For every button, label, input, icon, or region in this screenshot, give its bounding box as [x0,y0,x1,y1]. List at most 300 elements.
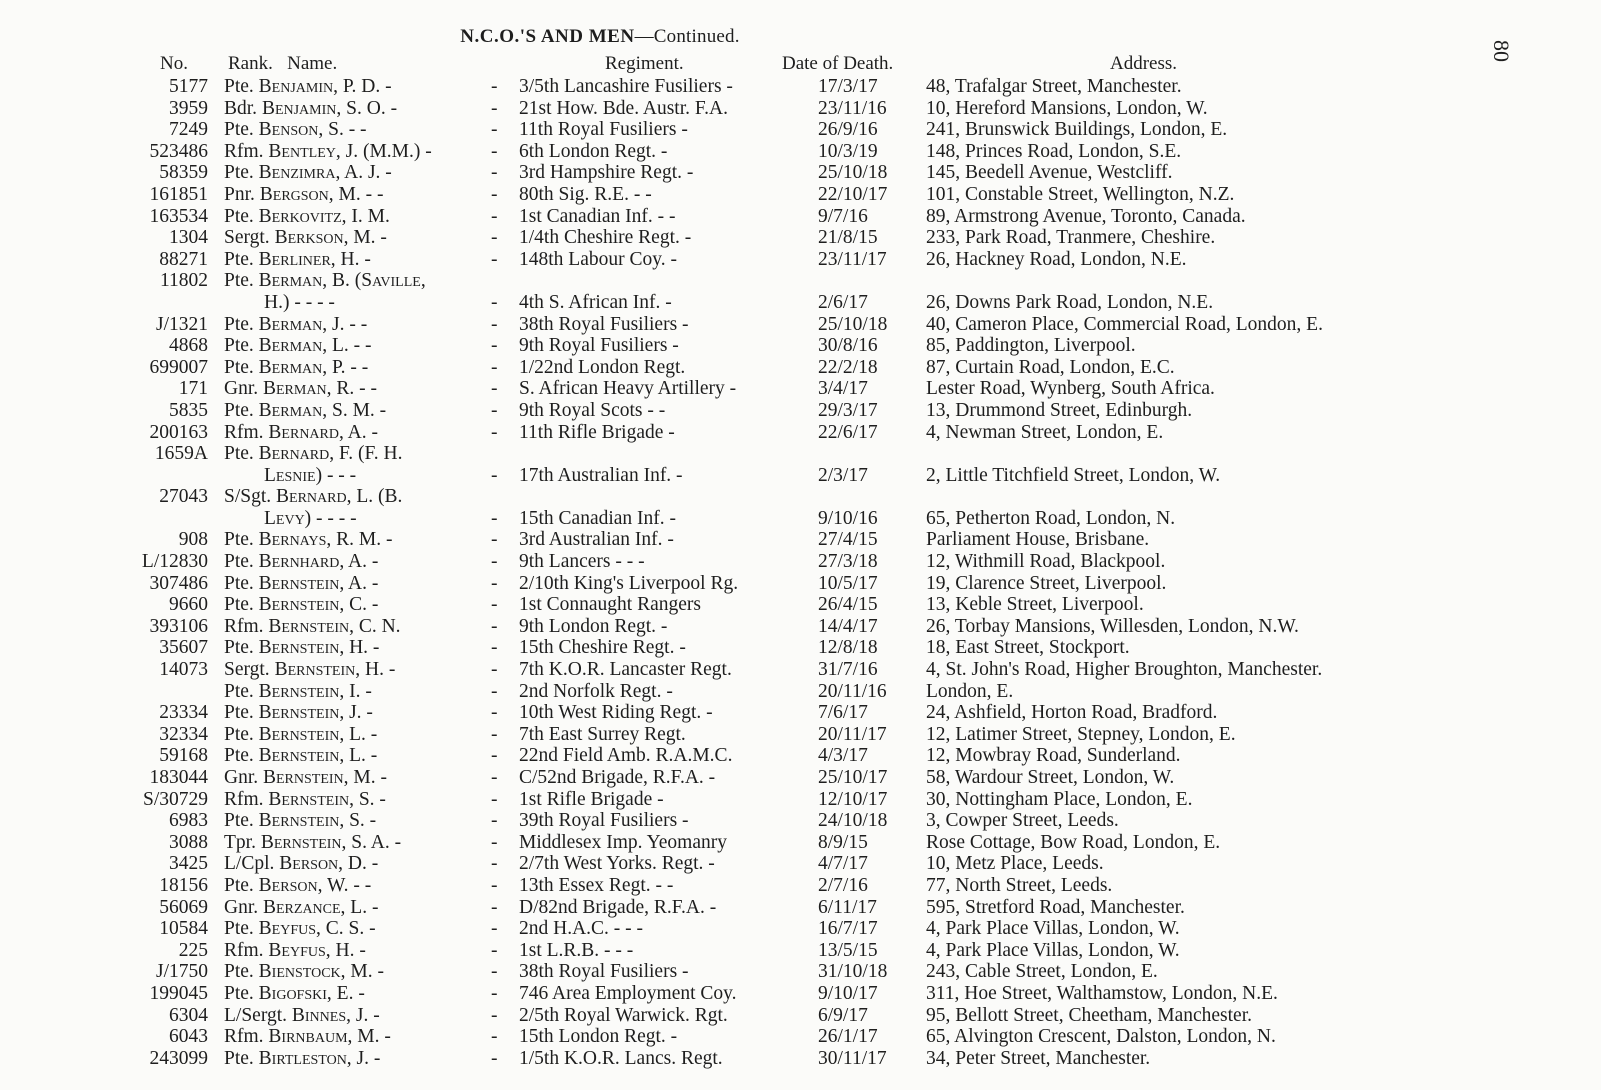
list-item [0,681,1601,703]
service-number: 183044 [149,767,208,788]
regiment: 1/4th Cheshire Regt. - [519,227,692,249]
roll-list [0,76,1601,1069]
regiment: 38th Royal Fusiliers - [519,313,689,335]
regiment: 17th Australian Inf. - [519,464,683,486]
leader-dash: - [491,551,498,573]
soldier-name: Bernstein, S. - [258,810,377,832]
rank: Rfm. [224,1026,264,1048]
rank-name [224,314,367,336]
rank-name [224,443,403,465]
service-number: 1304 [169,227,208,249]
soldier-name: Berson, W. - - [258,874,372,896]
rank-name [224,335,372,357]
soldier-name: Bernstein, I. - [258,680,372,702]
rank: Rfm. [224,421,264,443]
leader-dash: - [491,335,498,357]
soldier-name: Berkson, M. - [274,227,387,249]
list-item [0,1005,1601,1027]
list-item [0,1026,1601,1048]
leader-dash: - [491,378,498,400]
date-of-death: 4/3/17 [818,745,868,767]
rank: Pte. [224,874,254,896]
service-number: 32334 [159,723,208,745]
address: 65, Petherton Road, London, N. [926,507,1176,529]
regiment: D/82nd Brigade, R.F.A. - [519,896,717,918]
regiment: 148th Labour Coy. - [519,248,677,270]
date-of-death: 2/7/16 [818,874,868,896]
soldier-name: Bernard, A. - [268,421,378,443]
rank: Pte. [224,723,254,745]
date-of-death: 26/9/16 [818,119,878,141]
regiment: 2/5th Royal Warwick. Rgt. [519,1004,728,1026]
address: 2, Little Titchfield Street, London, W. [926,464,1221,486]
regiment: 80th Sig. R.E. - - [519,183,652,205]
date-of-death: 22/2/18 [818,356,878,378]
soldier-name: Berzance, L. - [263,896,379,918]
regiment: 11th Rifle Brigade - [519,421,675,443]
service-number: 14073 [159,659,208,681]
rank-name [224,810,376,832]
list-item [0,335,1601,357]
leader-dash: - [491,1004,498,1026]
leader-dash: - [491,572,498,594]
rank: Sergt. [224,659,270,681]
regiment: 15th Canadian Inf. - [519,507,677,529]
address: 48, Trafalgar Street, Manchester. [926,76,1182,97]
date-of-death: 31/7/16 [818,659,878,681]
date-of-death: 9/7/16 [818,205,868,227]
rank: Pte. [224,443,254,465]
list-item [0,357,1601,379]
rank: Gnr. [224,896,259,918]
date-of-death: 30/8/16 [818,335,878,357]
rank: Pte. [224,162,254,184]
date-of-death: 23/11/17 [818,248,887,270]
address: 26, Hackney Road, London, N.E. [926,248,1187,270]
address: 26, Downs Park Road, London, N.E. [926,291,1214,313]
address: 4, St. John's Road, Higher Broughton, Manchester. [926,659,1323,681]
list-item [0,724,1601,746]
date-of-death: 14/4/17 [818,615,878,637]
service-number: 5177 [169,76,208,97]
service-number: 18156 [159,874,208,896]
soldier-name: Bernstein, J. - [258,702,373,724]
list-item [0,853,1601,875]
soldier-name: Beyfus, H. - [268,939,366,961]
rank-name [224,594,378,616]
rank-name [224,789,386,811]
address: 241, Brunswick Buildings, London, E. [926,119,1228,141]
leader-dash: - [491,356,498,378]
rank-name [224,940,366,962]
page-number: 80 [1489,40,1514,62]
service-number: 9660 [169,594,208,616]
address: 3, Cowper Street, Leeds. [926,810,1119,832]
rank: Sergt. [224,227,270,249]
rank-name [224,486,402,508]
rank-name [224,119,367,141]
address: 595, Stretford Road, Manchester. [926,896,1185,918]
leader-dash: - [491,421,498,443]
leader-dash: - [491,313,498,335]
service-number: 225 [178,939,208,961]
rank: Rfm. [224,140,264,162]
regiment: 2nd Norfolk Regt. - [519,680,673,702]
column-header-regiment: Regiment. [605,53,684,74]
soldier-name: Bernstein, S. - [268,788,386,810]
soldier-name: Berson, D. - [279,853,379,875]
regiment: 1st Rifle Brigade - [519,788,664,810]
soldier-name: Binnes, J. - [291,1004,380,1026]
rank: Pte. [224,356,254,378]
soldier-name: Berman, P. - - [258,356,369,378]
address: 85, Paddington, Liverpool. [926,335,1136,357]
list-item [0,98,1601,120]
rank-name [224,897,378,919]
leader-dash: - [491,399,498,421]
service-number: 199045 [149,982,208,1004]
soldier-name: Bernstein, L. - [258,745,378,767]
address: 18, East Street, Stockport. [926,637,1130,659]
rank: L/Cpl. [224,853,275,875]
rank-name [224,98,397,120]
address: 4, Park Place Villas, London, W. [926,918,1180,940]
soldier-name: Bernstein, M. - [263,767,388,788]
rank-name [224,702,373,724]
regiment: 21st How. Bde. Austr. F.A. [519,97,728,119]
soldier-name: Bernstein, C. N. [268,615,401,637]
leader-dash: - [491,723,498,745]
date-of-death: 6/9/17 [818,1004,868,1026]
soldier-name: Bigofski, E. - [258,982,365,1004]
service-number: L/12830 [141,551,208,573]
soldier-name: Bergson, M. - - [259,183,384,205]
list-item [0,940,1601,962]
date-of-death: 25/10/18 [818,313,888,335]
list-item [0,76,1601,98]
leader-dash: - [491,1047,498,1069]
soldier-name: Bernstein, S. A. - [260,831,402,853]
rank: Pte. [224,637,254,659]
soldier-name: Bernard, L. (B. [276,486,403,508]
regiment: S. African Heavy Artillery - [519,378,737,400]
date-of-death: 27/3/18 [818,551,878,573]
address: 13, Drummond Street, Edinburgh. [926,399,1193,421]
soldier-name: Bernard, F. (F. H. [258,443,403,465]
regiment: 3rd Hampshire Regt. - [519,162,694,184]
service-number: 11802 [159,270,208,292]
date-of-death: 23/11/16 [818,97,887,119]
list-item [0,961,1601,983]
page-heading [0,26,1200,48]
address: 26, Torbay Mansions, Willesden, London, N.W. [926,615,1299,637]
rank-name [224,832,401,854]
service-number: 3088 [169,831,208,853]
rank-name [224,616,401,638]
service-number: 1659A [154,443,208,465]
heading-continued: —Continued. [634,26,740,47]
list-item [0,184,1601,206]
service-number: 393106 [149,615,208,637]
list-item [0,378,1601,400]
service-number: 523486 [149,140,208,162]
rank-name [224,1005,380,1027]
address: London, E. [926,680,1014,702]
regiment: 2/10th King's Liverpool Rg. [519,572,739,594]
date-of-death: 12/10/17 [818,788,888,810]
date-of-death: 17/3/17 [818,76,878,97]
service-number: 59168 [159,745,208,767]
service-number: 27043 [159,486,208,508]
address: 34, Peter Street, Manchester. [926,1047,1151,1069]
regiment: 7th K.O.R. Lancaster Regt. [519,659,732,681]
rank: S/Sgt. [224,486,272,508]
soldier-name: Berman, R. - - [263,378,377,400]
soldier-name: Berman, J. - - [258,313,368,335]
address: 311, Hoe Street, Walthamstow, London, N.E. [926,982,1278,1004]
address: 65, Alvington Crescent, Dalston, London, N. [926,1026,1276,1048]
list-item [0,206,1601,228]
soldier-name: Bernstein, C. - [258,594,379,616]
rank-name [224,767,387,789]
regiment: 11th Royal Fusiliers - [519,119,688,141]
service-number: 56069 [159,896,208,918]
regiment: 1st Canadian Inf. - - [519,205,676,227]
leader-dash: - [491,853,498,875]
rank: Gnr. [224,378,259,400]
date-of-death: 12/8/18 [818,637,878,659]
date-of-death: 26/1/17 [818,1026,878,1048]
leader-dash: - [491,788,498,810]
leader-dash: - [491,140,498,162]
leader-dash: - [491,507,498,529]
soldier-name: Bernays, R. M. - [258,529,393,551]
leader-dash: - [491,119,498,141]
address: 87, Curtain Road, London, E.C. [926,356,1175,378]
leader-dash: - [491,291,498,313]
rank-name [224,141,432,163]
rank-name [224,961,384,983]
rank: Pte. [224,572,254,594]
list-item [0,594,1601,616]
list-item [0,422,1601,444]
regiment: 9th London Regt. - [519,615,668,637]
leader-dash: - [491,874,498,896]
list-item [0,637,1601,659]
service-number: 908 [178,529,208,551]
list-item [0,810,1601,832]
rank: Pte. [224,335,254,357]
rank: Pte. [224,594,254,616]
soldier-name: Bernstein, A. - [258,572,379,594]
list-item [0,551,1601,573]
list-item [0,875,1601,897]
date-of-death: 27/4/15 [818,529,878,551]
regiment: 15th Cheshire Regt. - [519,637,686,659]
rank: Pte. [224,1047,254,1069]
list-item [0,486,1601,529]
heading-caps: N.C.O.'S AND MEN [460,26,635,47]
date-of-death: 20/11/17 [818,723,887,745]
rank: Pte. [224,982,254,1004]
service-number: 4868 [169,335,208,357]
leader-dash: - [491,702,498,724]
regiment: 2/7th West Yorks. Regt. - [519,853,715,875]
address: Rose Cottage, Bow Road, London, E. [926,831,1221,853]
column-header-no: No. [160,53,188,74]
rank: Pte. [224,680,254,702]
soldier-name: Beyfus, C. S. - [258,918,376,940]
list-item [0,270,1601,313]
date-of-death: 9/10/17 [818,982,878,1004]
regiment: 9th Royal Fusiliers - [519,335,679,357]
rank-name [224,918,376,940]
list-item [0,983,1601,1005]
date-of-death: 30/11/17 [818,1047,887,1069]
leader-dash: - [491,76,498,97]
address: 145, Beedell Avenue, Westcliff. [926,162,1173,184]
date-of-death: 24/10/18 [818,810,888,832]
leader-dash: - [491,961,498,983]
list-item [0,616,1601,638]
rank-name [224,76,392,98]
rank-name [224,1048,380,1070]
regiment: 6th London Regt. - [519,140,668,162]
service-number: 3959 [169,97,208,119]
service-number: 6983 [169,810,208,832]
rank-name [224,529,393,551]
regiment: 38th Royal Fusiliers - [519,961,689,983]
service-number: 161851 [149,183,208,205]
rank: Rfm. [224,788,264,810]
address: 40, Cameron Place, Commercial Road, London, E. [926,313,1323,335]
rank-name [224,637,379,659]
list-item [0,659,1601,681]
rank: Pte. [224,529,254,551]
rank-name [224,551,378,573]
address: 13, Keble Street, Liverpool. [926,594,1144,616]
date-of-death: 9/10/16 [818,507,878,529]
list-item [0,573,1601,595]
regiment: 3rd Australian Inf. - [519,529,674,551]
column-header-date: Date of Death. [782,53,894,74]
regiment: 746 Area Employment Coy. [519,982,737,1004]
date-of-death: 29/3/17 [818,399,878,421]
address: 10, Hereford Mansions, London, W. [926,97,1208,119]
regiment: C/52nd Brigade, R.F.A. - [519,767,716,788]
leader-dash: - [491,680,498,702]
rank: Pte. [224,961,254,983]
list-item [0,119,1601,141]
rank-name [224,249,371,271]
leader-dash: - [491,637,498,659]
rank-name [224,875,371,897]
leader-dash: - [491,918,498,940]
leader-dash: - [491,97,498,119]
date-of-death: 7/6/17 [818,702,868,724]
regiment: 9th Lancers - - - [519,551,645,573]
soldier-name: Bienstock, M. - [258,961,384,983]
leader-dash: - [491,162,498,184]
regiment: 22nd Field Amb. R.A.M.C. [519,745,733,767]
rank: L/Sergt. [224,1004,288,1026]
address: 12, Mowbray Road, Sunderland. [926,745,1181,767]
leader-dash: - [491,939,498,961]
address: 58, Wardour Street, London, W. [926,767,1175,788]
regiment: 15th London Regt. - [519,1026,678,1048]
service-number: 35607 [159,637,208,659]
service-number: J/1321 [155,313,208,335]
rank-name [224,270,426,292]
address: 77, North Street, Leeds. [926,874,1113,896]
leader-dash: - [491,529,498,551]
rank: Rfm. [224,939,264,961]
rank-name [224,681,372,703]
leader-dash: - [491,810,498,832]
list-item [0,918,1601,940]
list-item [0,249,1601,271]
address: 24, Ashfield, Horton Road, Bradford. [926,702,1218,724]
address: 101, Constable Street, Wellington, N.Z. [926,183,1235,205]
address: 10, Metz Place, Leeds. [926,853,1104,875]
list-item [0,141,1601,163]
rank-name [224,378,377,400]
service-number: 3425 [169,853,208,875]
regiment: 39th Royal Fusiliers - [519,810,689,832]
date-of-death: 6/11/17 [818,896,877,918]
date-of-death: 10/5/17 [818,572,878,594]
leader-dash: - [491,659,498,681]
list-item [0,767,1601,789]
leader-dash: - [491,464,498,486]
address: 12, Withmill Road, Blackpool. [926,551,1166,573]
rank: Pte. [224,918,254,940]
list-item [0,443,1601,486]
rank: Pte. [224,399,254,421]
rank: Tpr. [224,831,256,853]
list-item [0,529,1601,551]
list-item [0,745,1601,767]
regiment: 1/5th K.O.R. Lancs. Regt. [519,1047,723,1069]
leader-dash: - [491,745,498,767]
date-of-death: 25/10/18 [818,162,888,184]
list-item [0,227,1601,249]
rank-name [224,853,378,875]
service-number: 7249 [169,119,208,141]
leader-dash: - [491,767,498,788]
date-of-death: 3/4/17 [818,378,868,400]
rank: Pte. [224,119,254,141]
service-number: 171 [178,378,208,400]
leader-dash: - [491,594,498,616]
soldier-name: Birtleston, J. - [258,1047,381,1069]
service-number: 6304 [169,1004,208,1026]
service-number: 200163 [149,421,208,443]
regiment: 4th S. African Inf. - [519,291,672,313]
leader-dash: - [491,248,498,270]
rank-name [224,573,378,595]
regiment: 9th Royal Scots - - [519,399,666,421]
soldier-name: Benjamin, P. D. - [258,76,392,97]
list-item [0,702,1601,724]
soldier-name: Bentley, J. (M.M.) - [268,140,432,162]
address: 243, Cable Street, London, E. [926,961,1158,983]
leader-dash: - [491,227,498,249]
address: 4, Newman Street, London, E. [926,421,1164,443]
date-of-death: 10/3/19 [818,140,878,162]
service-number: 58359 [159,162,208,184]
rank-name [224,659,395,681]
